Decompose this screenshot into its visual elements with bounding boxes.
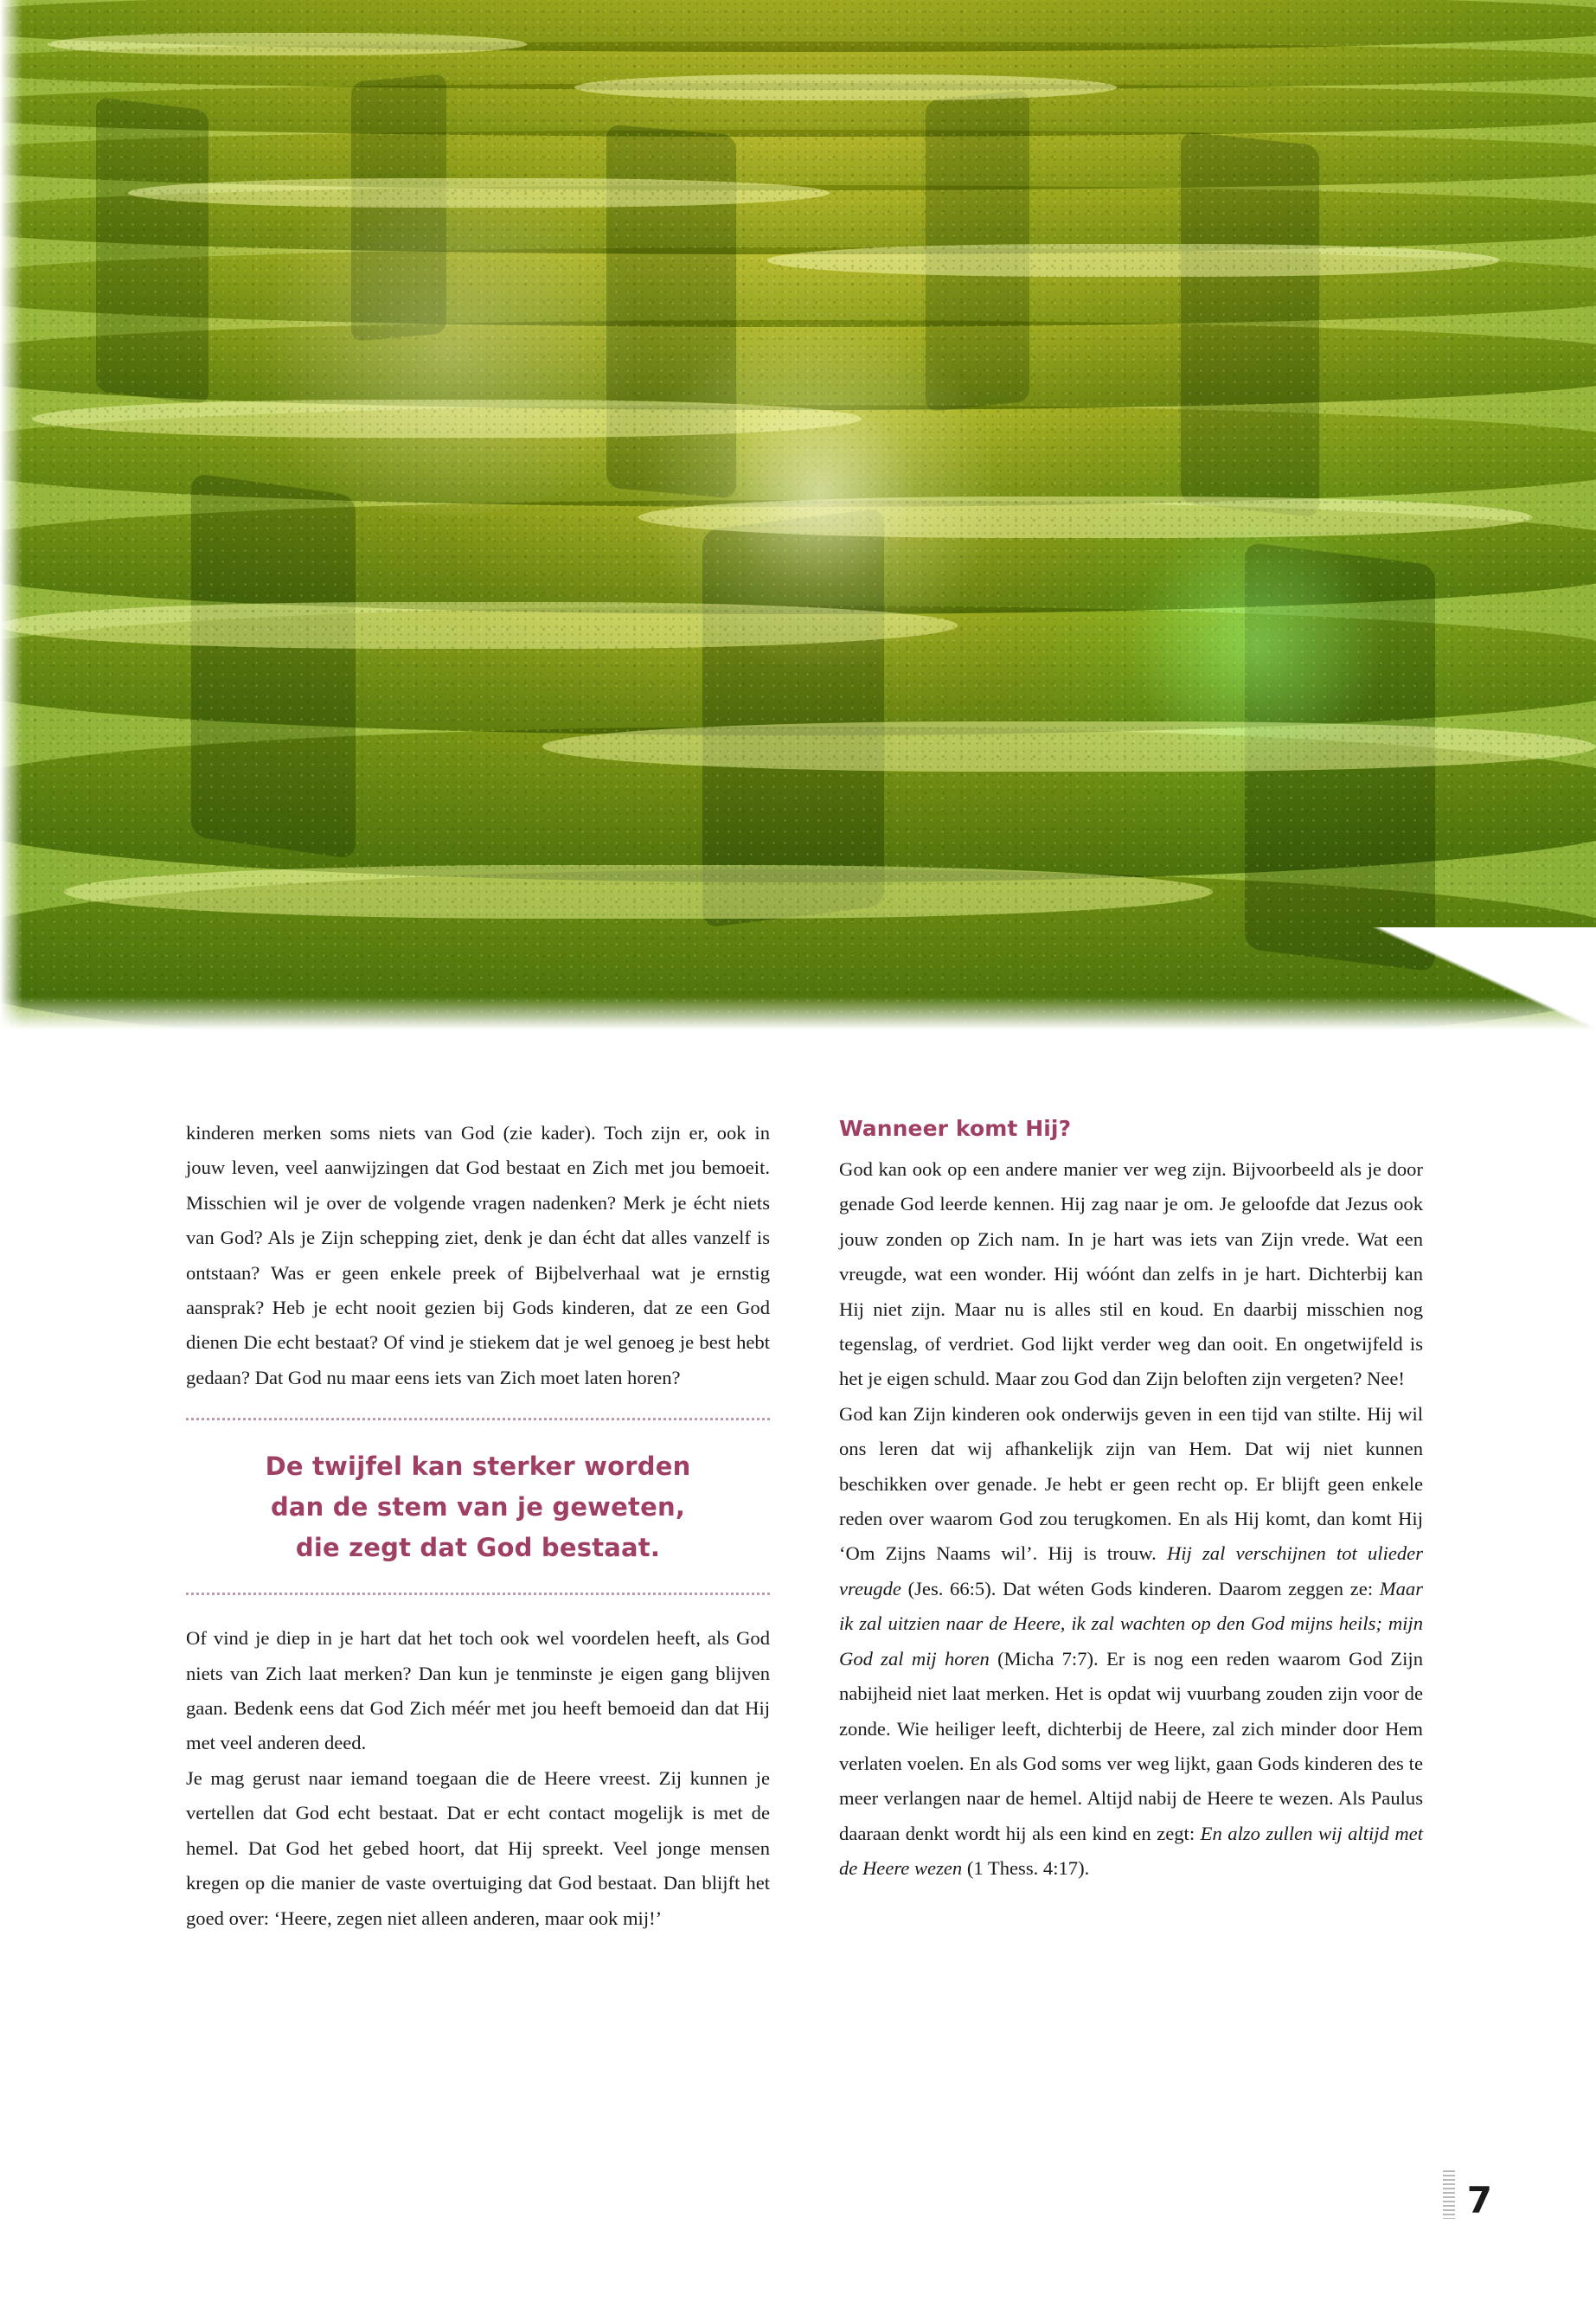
hedge-maze-photo [0,0,1596,1031]
paragraph: Je mag gerust naar iemand toegaan die de Heere vreest. Zij kunnen je vertellen dat God echt bestaat. Dat er echt contact mogelijk is met de hemel. Dat God het gebed hoort, dat Hij spreekt. Veel jonge mensen kregen op die manier de vaste overtuiging dat God bestaat. Dan blijft het goed over: ‘Heere, zegen niet alleen anderen, maar ook mij!’ [186,1766,770,1929]
pullquote-block [186,1418,770,1595]
page-folio [1443,2170,1492,2219]
article-body [186,1116,1423,1936]
text-run: (1 Thess. 4:17). [962,1857,1090,1880]
page-number: 7 [1466,2179,1492,2221]
paragraph: kinderen merken soms niets van God (zie kader). Toch zijn er, ook in jouw leven, veel aanwijzingen dat God bestaat en Zich met jou bemoeit. Misschien wil je over de volgende vragen nadenken? Merk je écht niets van God? Als je Zijn schepping ziet, denk je dan écht dat alles vanzelf is ontstaan? Was er geen enkele preek of Bijbelverhaal wat je ernstig aansprak? Heb je echt nooit gezien bij Gods kinderen, dat ze een God dienen Die echt bestaat? Of vind je stiekem dat je wel genoeg je best hebt gedaan? Dat God nu maar eens iets van Zich moet laten horen? [186,1122,770,1388]
folio-bars-icon [1443,2170,1455,2219]
hero-corner-cut [1371,927,1596,1031]
section-subheading: Wanneer komt Hij? [839,1116,1072,1141]
hero-image [0,0,1596,1031]
text-run: (Jes. 66:5). Dat wéten Gods kinderen. Daarom zeggen ze: [901,1577,1380,1599]
hero-bottom-fade [0,997,1596,1031]
right-column [839,1116,1423,1936]
hero-left-edge-fade [0,0,22,1031]
scripture-quote: Hij zal verschijnen tot ulieder vreugde [839,1542,1423,1599]
paragraph-with-citations [839,1397,1423,1887]
dotted-rule-top [186,1418,770,1420]
pullquote-line-3: die zegt dat God bestaat. [295,1533,661,1563]
dotted-rule-bottom [186,1593,770,1595]
text-run: (Micha 7:7). Er is nog een reden waarom God Zijn nabijheid niet laat merken. Het is opdat wij vuurbang zouden zijn voor de zonde. Wie heiliger leeft, dichterbij de Heere, zal zich minder door Hem verlaten voelen. En als God soms ver weg lijkt, gaan Gods kinderen des te meer verlangen naar de hemel. Altijd nabij de Heere te wezen. Als Paulus daaraan denkt wordt hij als een kind en zegt: [839,1647,1423,1844]
pullquote-line-2: dan de stem van je geweten, [270,1492,686,1522]
paragraph: God kan ook op een andere manier ver weg zijn. Bijvoorbeeld als je door genade God leerde kennen. Hij zag naar je om. Je geloofde dat Jezus ook jouw zonden op Zich nam. In je hart was iets van Zijn vrede. Wat een vreugde, wat een wonder. Hij wóónt dan zelfs in je hart. Dichterbij kan Hij niet zijn. Maar nu is alles stil en koud. En daarbij misschien nog tegenslag, of verdriet. God lijkt verder weg dan ooit. En ongetwijfeld is het je eigen schuld. Maar zou God dan Zijn beloften zijn vergeten? Nee! [839,1158,1423,1390]
pullquote [186,1420,770,1593]
text-run: God kan Zijn kinderen ook onderwijs geven in een tijd van stilte. Hij wil ons leren dat wij afhankelijk zijn van Hem. Dat wij niet kunnen beschikken over genade. Je hebt er geen recht op. Er blijft geen enkele reden over waarom God zou terugkomen. En als Hij komt, dan komt Hij ‘Om Zijns Naams wil’. Hij is trouw. [839,1402,1423,1565]
paragraph: Of vind je diep in je hart dat het toch ook wel voordelen heeft, als God niets van Zich laat merken? Dan kun je tenminste je eigen gang blijven gaan. Bedenk eens dat God Zich méér met jou heeft bemoeid dan dat Hij met veel anderen deed. [186,1627,770,1754]
scripture-quote: Maar ik zal uitzien naar de Heere, ik zal wachten op den God mijns heils; mijn God zal mij horen [839,1577,1423,1670]
left-column [186,1116,770,1936]
scripture-quote: En alzo zullen wij altijd met de Heere wezen [839,1822,1423,1880]
pullquote-line-1: De twijfel kan sterker worden [265,1452,691,1482]
